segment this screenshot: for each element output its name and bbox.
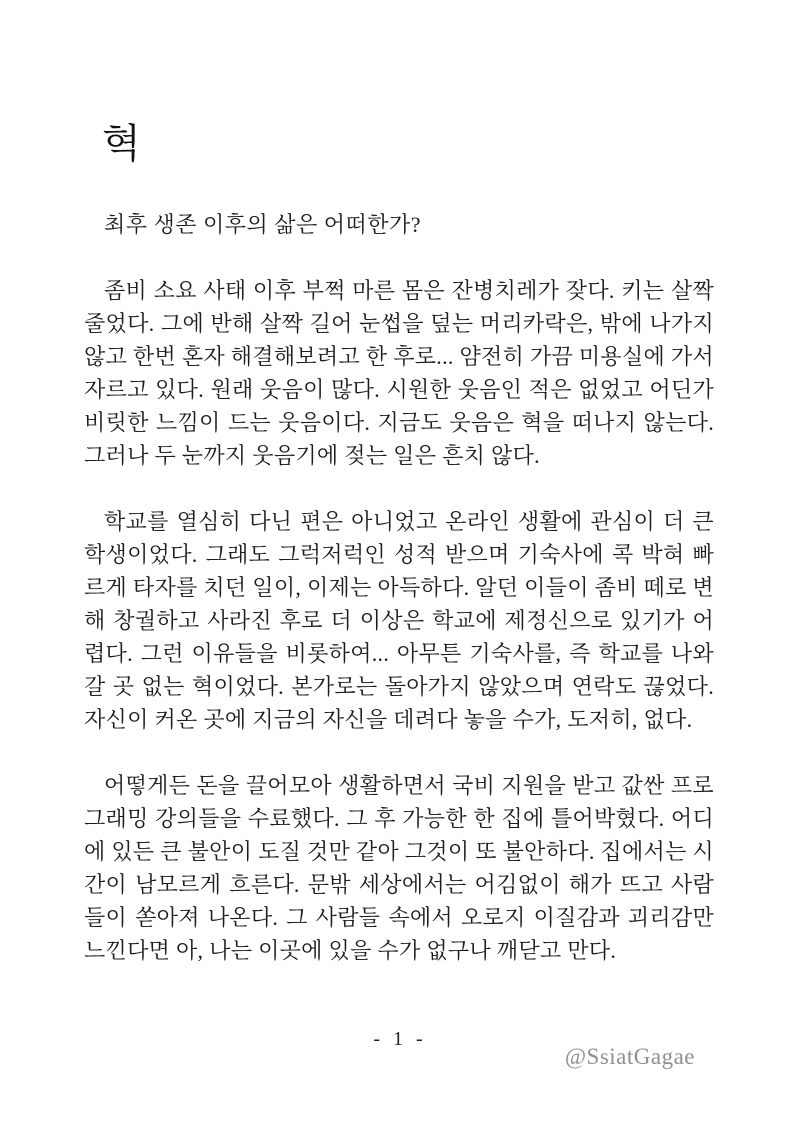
body-paragraph-2: 학교를 열심히 다닌 편은 아니었고 온라인 생활에 관심이 더 큰 학생이었다. 그래도 그럭저럭인 성적 받으며 기숙사에 콕 박혀 빠르게 타자를 치던 일이, 이제는 아득하다. 알던 이들이 좀비 떼로 변해 창궐하고 사라진 후로 더 이상은 학교에 제정신으로 있기가 어렵다. 그런 이유들을 비롯하여... 아무튼 기숙사를, 즉 학교를 나와 갈 곳 없는 혁이었다. 본가로는 돌아가지 않았으며 연락도 끊었다. 자신이 커온 곳에 지금의 자신을 데려다 놓을 수가, 도저히, 없다.	[84, 509, 714, 732]
question-line: 최후 생존 이후의 삶은 어떠한가?	[104, 212, 422, 237]
body-paragraph-3: 어떻게든 돈을 끌어모아 생활하면서 국비 지원을 받고 값싼 프로그래밍 강의들을 수료했다. 그 후 가능한 한 집에 틀어박혔다. 어디에 있든 큰 불안이 도질 것만 같아 그것이 또 불안하다. 집에서는 시간이 남모르게 흐른다. 문밖 세상에서는 어김없이 해가 뜨고 사람들이 쏟아져 나온다. 그 사람들 속에서 오로지 이질감과 괴리감만 느낀다면 아, 나는 이곳에 있을 수가 없구나 깨닫고 만다.	[84, 773, 714, 963]
body-paragraph-1: 좀비 소요 사태 이후 부쩍 마른 몸은 잔병치레가 잦다. 키는 살짝 줄었다. 그에 반해 살짝 길어 눈썹을 덮는 머리카락은, 밖에 나가지 않고 한번 혼자 해결해보려고 한 후로... 얌전히 가끔 미용실에 가서 자르고 있다. 원래 웃음이 많다. 시원한 웃음인 적은 없었고 어딘가 비릿한 느낌이 드는 웃음이다. 지금도 웃음은 혁을 떠나지 않는다. 그러나 두 눈까지 웃음기에 젖는 일은 흔치 않다.	[84, 278, 714, 468]
page-title: 혁	[102, 121, 141, 166]
watermark: @SsiatGagae	[564, 1044, 695, 1069]
page-number: - 1 -	[373, 1028, 427, 1050]
